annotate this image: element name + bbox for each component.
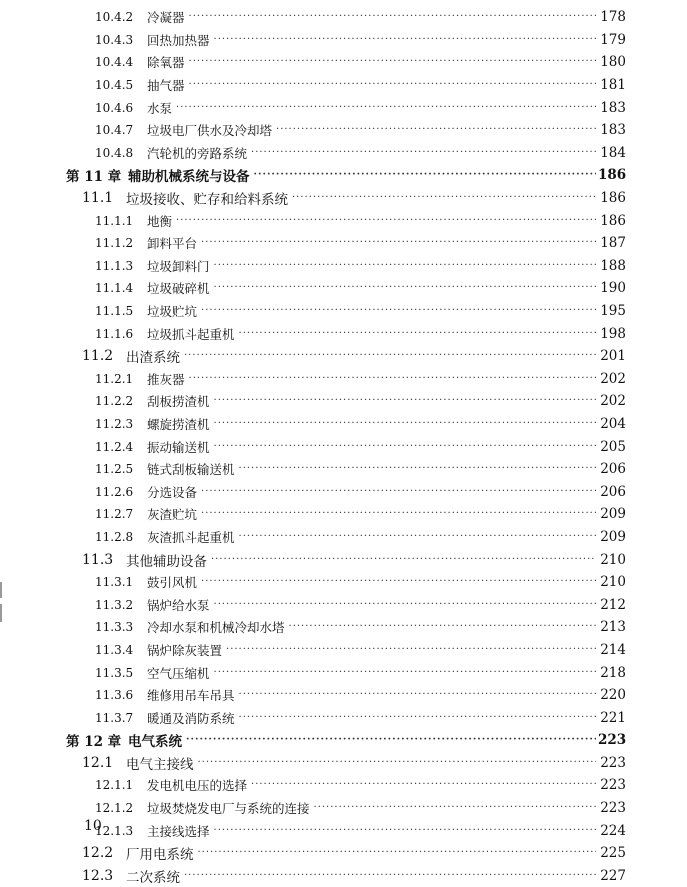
toc-entry-page: 210	[600, 551, 626, 568]
toc-dot-leader	[239, 707, 596, 729]
toc-dot-leader	[214, 255, 596, 277]
toc-subsection-entry[interactable]	[0, 232, 687, 255]
toc-entry-number: 10.4.2	[95, 10, 134, 25]
toc-entry-title: 螺旋捞渣机	[147, 416, 210, 432]
toc-entry-title: 锅炉给水泵	[147, 597, 210, 613]
toc-subsection-entry[interactable]	[0, 6, 687, 29]
toc-section-entry[interactable]	[0, 548, 687, 571]
toc-subsection-entry[interactable]	[0, 51, 687, 74]
toc-entry-page: 183	[600, 99, 626, 116]
toc-entry-number: 10.4.7	[95, 123, 134, 138]
toc-entry-title: 链式刮板输送机	[147, 462, 235, 478]
toc-entry-page: 210	[600, 574, 626, 591]
toc-entry-page: 180	[600, 54, 626, 71]
toc-dot-leader	[214, 29, 596, 51]
toc-subsection-entry[interactable]	[0, 706, 687, 729]
toc-entry-number: 10.4.6	[95, 100, 134, 115]
toc-entry-page: 201	[600, 348, 626, 365]
toc-dot-leader	[201, 300, 596, 322]
toc-dot-leader	[314, 797, 596, 819]
toc-entry-title: 发电机电压的选择	[147, 778, 248, 794]
toc-subsection-entry[interactable]	[0, 593, 687, 616]
toc-dot-leader	[186, 729, 596, 751]
toc-entry-number: 11.2.7	[95, 507, 134, 522]
toc-dot-leader	[214, 820, 596, 842]
toc-entry-title: 冷却水泵和机械冷却水塔	[147, 620, 285, 636]
toc-entry-title: 刮板捞渣机	[147, 394, 210, 410]
toc-entry-number: 12.1	[82, 754, 114, 771]
toc-subsection-entry[interactable]	[0, 797, 687, 820]
toc-entry-title: 卸料平台	[147, 236, 198, 252]
toc-subsection-entry[interactable]	[0, 390, 687, 413]
toc-dot-leader	[251, 774, 596, 796]
toc-entry-title: 振动输送机	[147, 439, 210, 455]
toc-entry-title: 电气主接线	[126, 756, 194, 773]
toc-entry-page: 213	[600, 619, 626, 636]
toc-dot-leader	[254, 164, 597, 186]
toc-entry-page: 186	[600, 190, 626, 207]
toc-entry-title: 鼓引风机	[147, 575, 198, 591]
toc-entry-number: 11.2.8	[95, 529, 134, 544]
toc-entry-number: 11.1	[82, 190, 114, 207]
toc-entry-page: 223	[598, 732, 627, 749]
toc-entry-title: 垃圾卸料门	[147, 258, 210, 274]
toc-entry-number: 11.1.5	[95, 304, 134, 319]
toc-entry-number: 10.4.3	[95, 32, 134, 47]
toc-entry-title: 垃圾焚烧发电厂与系统的连接	[147, 801, 310, 817]
toc-dot-leader	[214, 436, 596, 458]
toc-dot-leader	[239, 684, 596, 706]
toc-section-entry[interactable]	[0, 187, 687, 210]
toc-dot-leader	[184, 345, 596, 367]
toc-entry-title: 灰渣抓斗起重机	[147, 529, 235, 545]
toc-entry-page: 202	[600, 370, 626, 387]
toc-entry-number: 10.4.5	[95, 78, 134, 93]
toc-entry-title: 分选设备	[147, 484, 198, 500]
toc-entry-number: 11.2.2	[95, 394, 134, 409]
toc-dot-leader	[201, 481, 596, 503]
toc-entry-title: 出渣系统	[126, 350, 180, 367]
toc-subsection-entry[interactable]	[0, 616, 687, 639]
toc-entry-page: 214	[600, 641, 626, 658]
toc-entry-number: 11.1.6	[95, 326, 134, 341]
toc-entry-number: 11.2.4	[95, 439, 134, 454]
toc-dot-leader	[214, 594, 596, 616]
toc-entry-title: 推灰器	[147, 371, 185, 387]
toc-entry-number: 12.3	[82, 867, 114, 884]
toc-chapter-entry[interactable]	[0, 729, 687, 752]
toc-entry-page: 178	[600, 9, 626, 26]
toc-section-entry[interactable]	[0, 752, 687, 775]
toc-entry-title: 垃圾接收、贮存和给料系统	[126, 192, 288, 209]
toc-entry-page: 218	[600, 664, 626, 681]
toc-entry-title: 冷凝器	[147, 10, 185, 26]
toc-entry-title: 水泵	[147, 100, 173, 116]
toc-dot-leader	[214, 413, 596, 435]
toc-entry-number: 11.1.4	[95, 281, 134, 296]
toc-entry-number: 12.1.2	[95, 801, 134, 816]
toc-entry-page: 206	[600, 483, 626, 500]
toc-dot-leader	[239, 323, 596, 345]
toc-entry-page: 198	[600, 325, 626, 342]
toc-dot-leader	[189, 74, 596, 96]
toc-entry-page: 212	[600, 596, 626, 613]
toc-subsection-entry[interactable]	[0, 413, 687, 436]
toc-entry-title: 辅助机械系统与设备	[128, 169, 250, 186]
toc-section-entry[interactable]	[0, 345, 687, 368]
toc-entry-number: 11.3.4	[95, 642, 134, 657]
toc-entry-number: 12.1.3	[95, 823, 134, 838]
toc-entry-title: 其他辅助设备	[126, 553, 207, 570]
toc-subsection-entry[interactable]	[0, 639, 687, 662]
toc-entry-page: 179	[600, 31, 626, 48]
toc-subsection-entry[interactable]	[0, 526, 687, 549]
toc-entry-page: 186	[600, 212, 626, 229]
toc-entry-page: 187	[600, 235, 626, 252]
toc-entry-page: 227	[600, 867, 626, 884]
toc-subsection-entry[interactable]	[0, 277, 687, 300]
toc-subsection-entry[interactable]	[0, 209, 687, 232]
toc-subsection-entry[interactable]	[0, 458, 687, 481]
toc-entry-page: 181	[600, 77, 626, 94]
toc-subsection-entry[interactable]	[0, 74, 687, 97]
toc-entry-page: 186	[598, 167, 627, 184]
toc-dot-leader	[189, 368, 596, 390]
toc-entry-title: 暖通及消防系统	[147, 710, 235, 726]
toc-entry-page: 202	[600, 393, 626, 410]
toc-entry-title: 回热加热器	[147, 32, 210, 48]
toc-entry-number: 11.3.7	[95, 710, 134, 725]
page-number: 10	[84, 818, 102, 834]
toc-entry-page: 206	[600, 461, 626, 478]
toc-dot-leader	[184, 865, 596, 887]
toc-entry-title: 二次系统	[126, 869, 180, 886]
toc-dot-leader	[198, 752, 597, 774]
toc-dot-leader	[201, 232, 596, 254]
toc-entry-number: 10.4.8	[95, 145, 134, 160]
toc-entry-page: 188	[600, 257, 626, 274]
toc-entry-title: 锅炉除灰装置	[147, 642, 223, 658]
toc-entry-page: 205	[600, 438, 626, 455]
toc-subsection-entry[interactable]	[0, 503, 687, 526]
toc-entry-title: 除氧器	[147, 55, 185, 71]
toc-entry-number: 11.2.5	[95, 462, 134, 477]
toc-subsection-entry[interactable]	[0, 142, 687, 165]
toc-chapter-entry[interactable]	[0, 164, 687, 187]
toc-dot-leader	[292, 187, 596, 209]
toc-dot-leader	[189, 51, 596, 73]
toc-entry-page: 184	[600, 144, 626, 161]
toc-entry-title: 汽轮机的旁路系统	[147, 145, 248, 161]
toc-dot-leader	[251, 142, 596, 164]
scan-margin-mark	[0, 604, 2, 622]
toc-dot-leader	[214, 390, 596, 412]
toc-subsection-entry[interactable]	[0, 255, 687, 278]
toc-entry-title: 灰渣贮坑	[147, 507, 198, 523]
toc-entry-title: 电气系统	[128, 734, 182, 751]
toc-entry-page: 224	[600, 822, 626, 839]
toc-entry-number: 11.1.2	[95, 236, 134, 251]
toc-subsection-entry[interactable]	[0, 819, 687, 842]
toc-entry-page: 225	[600, 845, 626, 862]
toc-subsection-entry[interactable]	[0, 300, 687, 323]
toc-entry-number: 11.3.1	[95, 575, 134, 590]
toc-subsection-entry[interactable]	[0, 322, 687, 345]
toc-entry-page: 223	[600, 800, 626, 817]
toc-dot-leader	[289, 616, 596, 638]
toc-entry-number: 10.4.4	[95, 55, 134, 70]
toc-section-entry[interactable]	[0, 865, 687, 887]
toc-subsection-entry[interactable]	[0, 96, 687, 119]
toc-subsection-entry[interactable]	[0, 435, 687, 458]
toc-entry-number: 11.2.6	[95, 484, 134, 499]
toc-dot-leader	[239, 526, 596, 548]
toc-subsection-entry[interactable]	[0, 480, 687, 503]
toc-subsection-entry[interactable]	[0, 119, 687, 142]
toc-entry-title: 抽气器	[147, 78, 185, 94]
toc-entry-number: 11.3	[82, 551, 114, 568]
toc-entry-number: 11.3.5	[95, 665, 134, 680]
toc-entry-page: 209	[600, 506, 626, 523]
toc-entry-number: 11.2.3	[95, 416, 134, 431]
toc-subsection-entry[interactable]	[0, 368, 687, 391]
toc-entry-page: 223	[600, 754, 626, 771]
toc-entry-title: 厂用电系统	[126, 847, 194, 864]
toc-entry-number: 11.3.3	[95, 620, 134, 635]
toc-entry-number: 11.1.1	[95, 213, 134, 228]
toc-entry-page: 195	[600, 303, 626, 320]
toc-subsection-entry[interactable]	[0, 661, 687, 684]
toc-entry-number: 第 12 章	[66, 734, 122, 751]
toc-dot-leader	[176, 97, 596, 119]
toc-dot-leader	[226, 639, 596, 661]
toc-dot-leader	[189, 6, 596, 28]
toc-entry-title: 空气压缩机	[147, 665, 210, 681]
toc-dot-leader	[214, 277, 596, 299]
toc-entry-number: 12.1.1	[95, 778, 134, 793]
toc-entry-number: 11.3.6	[95, 688, 134, 703]
toc-entry-number: 12.2	[82, 845, 114, 862]
toc-entry-title: 垃圾贮坑	[147, 304, 198, 320]
toc-entry-title: 垃圾电厂供水及冷却塔	[147, 123, 273, 139]
toc-entry-page: 190	[600, 280, 626, 297]
toc-subsection-entry[interactable]	[0, 774, 687, 797]
toc-entry-title: 地衡	[147, 213, 173, 229]
toc-dot-leader	[276, 119, 596, 141]
toc-dot-leader	[239, 458, 596, 480]
scan-margin-mark	[0, 582, 2, 598]
toc-entry-title: 主接线选择	[147, 823, 210, 839]
toc-entry-page: 183	[600, 122, 626, 139]
toc-entry-title: 维修用吊车吊具	[147, 688, 235, 704]
toc-entry-page: 220	[600, 687, 626, 704]
toc-entry-title: 垃圾抓斗起重机	[147, 326, 235, 342]
toc-dot-leader	[198, 842, 597, 864]
toc-subsection-entry[interactable]	[0, 684, 687, 707]
toc-entry-page: 221	[600, 709, 626, 726]
toc-entry-page: 204	[600, 415, 626, 432]
toc-entry-number: 11.1.3	[95, 258, 134, 273]
toc-dot-leader	[201, 571, 596, 593]
toc-dot-leader	[176, 210, 596, 232]
toc-entry-page: 209	[600, 528, 626, 545]
toc-entry-number: 第 11 章	[66, 169, 122, 186]
toc-subsection-entry[interactable]	[0, 29, 687, 52]
toc-dot-leader	[214, 662, 596, 684]
toc-entry-number: 11.3.2	[95, 597, 134, 612]
table-of-contents	[0, 6, 687, 887]
toc-dot-leader	[211, 549, 596, 571]
toc-subsection-entry[interactable]	[0, 571, 687, 594]
toc-dot-leader	[201, 503, 596, 525]
toc-entry-number: 11.2	[82, 348, 114, 365]
toc-entry-number: 11.2.1	[95, 371, 134, 386]
toc-section-entry[interactable]	[0, 842, 687, 865]
toc-entry-page: 223	[600, 777, 626, 794]
toc-entry-title: 垃圾破碎机	[147, 281, 210, 297]
